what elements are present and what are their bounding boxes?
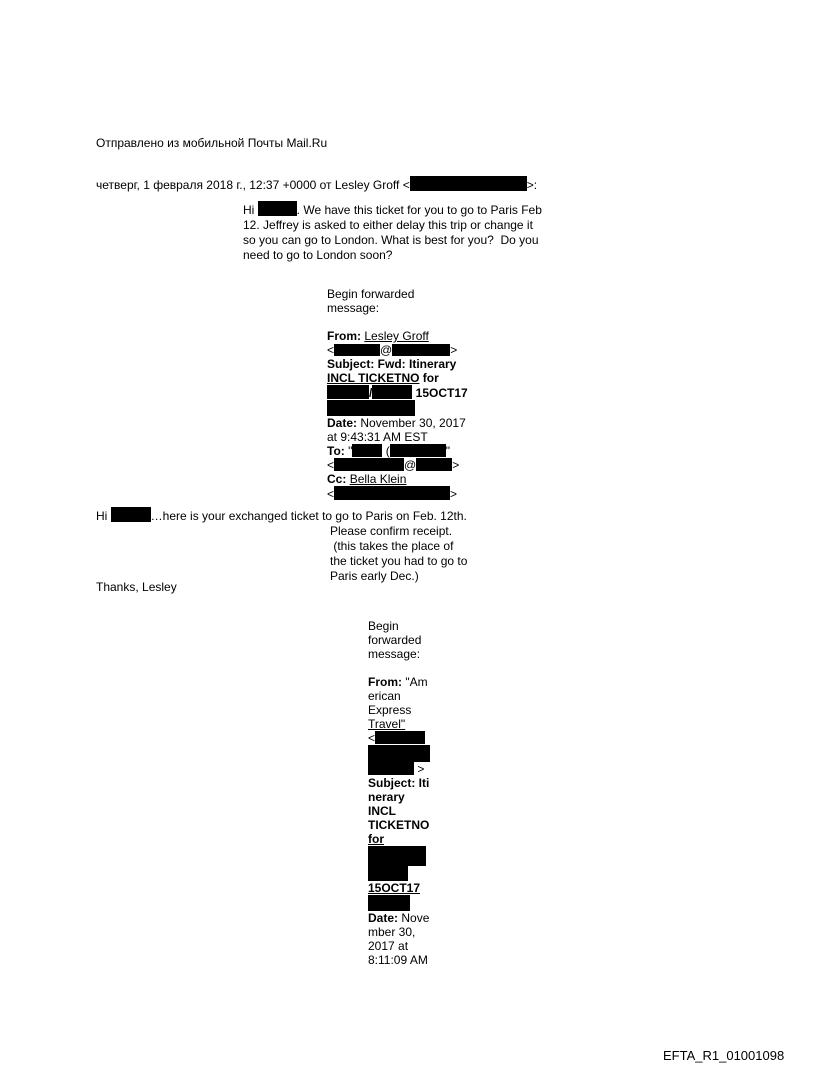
- text-line: [327, 287, 468, 301]
- text-segment: <: [327, 343, 335, 357]
- text-line: [330, 524, 467, 539]
- forwarded-message-1-headers: [327, 287, 468, 501]
- text-line: [368, 818, 430, 832]
- text-segment: Begin: [368, 619, 399, 633]
- text-line: [368, 911, 430, 925]
- text-segment: @: [380, 343, 393, 357]
- redaction-bar: [258, 201, 297, 216]
- text-segment: message:: [327, 301, 380, 315]
- redaction-bar: [392, 344, 450, 356]
- text-line: [243, 201, 542, 218]
- text-segment: To:: [327, 444, 349, 458]
- text-line: [368, 731, 430, 745]
- text-segment: "Am: [402, 675, 428, 689]
- text-line: [327, 329, 468, 343]
- redaction-bar: [327, 385, 369, 399]
- text-segment: November 30, 2017: [357, 416, 466, 430]
- text-line: [368, 790, 430, 804]
- redaction-bar: [410, 176, 527, 191]
- text-segment: …here is your exchanged ticket to go to Paris on Feb. 12th.: [150, 509, 467, 523]
- text-segment: so you can go to London. What is best for you? Do you: [243, 233, 539, 247]
- reply-header-line: [96, 176, 537, 192]
- text-line: [327, 472, 468, 486]
- redaction-bar: [368, 745, 430, 762]
- text-segment: <: [327, 458, 335, 472]
- text-segment: From:: [327, 329, 361, 343]
- text-segment: Subject: Iti: [368, 776, 430, 790]
- text-segment: Travel": [368, 717, 406, 731]
- redaction-bar: [368, 895, 410, 911]
- text-segment: INCL TICKETNO: [327, 371, 420, 385]
- text-segment: for: [368, 832, 384, 846]
- text-segment: Bella Klein: [349, 472, 407, 486]
- forwarded-message-2-headers: [368, 619, 430, 967]
- text-segment: >: [450, 343, 458, 357]
- text-line: [368, 776, 430, 790]
- text-line: [327, 416, 468, 430]
- text-line: [243, 218, 542, 233]
- text-line: [243, 233, 542, 248]
- redaction-bar: [334, 458, 404, 471]
- text-line: [368, 675, 430, 689]
- redaction-bar: [390, 444, 446, 457]
- text-segment: Hi: [243, 203, 258, 217]
- text-segment: ": [348, 444, 353, 458]
- text-segment: (this takes the place of: [330, 539, 454, 553]
- text-line: [327, 343, 468, 357]
- text-segment: at 9:43:31 AM EST: [327, 430, 428, 444]
- text-segment: INCL: [368, 804, 396, 818]
- text-line: [368, 762, 430, 776]
- text-line: [327, 315, 468, 329]
- text-line: [96, 176, 537, 192]
- text-line: [327, 357, 468, 371]
- text-line: [330, 569, 467, 584]
- text-line: [368, 717, 430, 731]
- text-line: [243, 248, 542, 263]
- text-segment: for: [419, 371, 439, 385]
- text-line: [368, 689, 430, 703]
- bates-number: EFTA_R1_01001098: [663, 1048, 785, 1063]
- text-line: [330, 554, 467, 569]
- redaction-bar: [368, 846, 426, 866]
- text-segment: 15OCT17: [412, 386, 468, 400]
- text-segment: Cc:: [327, 472, 347, 486]
- message-body-paragraph: [243, 201, 542, 263]
- text-line: [368, 703, 430, 717]
- redaction-bar: [372, 385, 412, 399]
- text-segment: erican: [368, 689, 401, 703]
- text-line: [368, 953, 430, 967]
- text-segment: forwarded: [368, 633, 422, 647]
- text-line: [368, 832, 430, 846]
- text-line: [327, 301, 468, 315]
- text-segment: >: [450, 487, 458, 501]
- redaction-bar: [111, 507, 151, 522]
- redaction-bar: [334, 344, 380, 356]
- text-segment: mber 30,: [368, 925, 416, 939]
- text-line: [327, 385, 468, 400]
- text-segment: 15OCT17: [368, 881, 421, 895]
- text-segment: >:: [526, 178, 538, 192]
- text-line: [327, 371, 468, 385]
- text-line: [368, 661, 430, 675]
- text-segment: Subject: Fwd: Itinerary: [327, 357, 457, 371]
- text-segment: need to go to London soon?: [243, 248, 393, 262]
- text-segment: Begin forwarded: [327, 287, 415, 301]
- text-segment: Date:: [327, 416, 358, 430]
- mobile-mail-signature: Отправлено из мобильной Почты Mail.Ru: [96, 136, 328, 150]
- text-segment: TICKETNO: [368, 818, 430, 832]
- signature-line: Thanks, Lesley: [96, 580, 177, 594]
- text-segment: четверг, 1 февраля 2018 г., 12:37 +0000 от Lesley Groff <: [96, 178, 410, 192]
- text-line: [368, 745, 430, 762]
- text-line: [368, 804, 430, 818]
- redaction-bar: [368, 762, 414, 775]
- text-segment: Nove: [398, 911, 430, 925]
- text-segment: nerary: [368, 790, 405, 804]
- text-segment: <: [327, 487, 335, 501]
- text-line: [368, 881, 430, 895]
- text-line: [327, 400, 468, 416]
- redaction-bar: [416, 458, 452, 471]
- text-segment: . We have this ticket for you to go to Paris Feb: [296, 203, 542, 217]
- text-segment: (: [382, 444, 390, 458]
- text-segment: From:: [368, 675, 402, 689]
- text-line: [368, 846, 430, 866]
- text-line: [327, 486, 468, 501]
- text-line: [330, 539, 467, 554]
- redaction-bar: [334, 486, 450, 500]
- text-segment: >: [452, 458, 460, 472]
- text-line: [327, 430, 468, 444]
- text-segment: @: [404, 458, 417, 472]
- text-line: [368, 866, 430, 881]
- text-line: [368, 895, 430, 911]
- message-2-intro-line: [96, 507, 467, 523]
- text-segment: /: [369, 386, 373, 400]
- text-line: [368, 647, 430, 661]
- text-segment: Please confirm receipt.: [330, 524, 453, 538]
- text-segment: Date:: [368, 911, 399, 925]
- text-segment: Lesley Groff: [364, 329, 429, 343]
- text-line: [96, 507, 467, 523]
- text-line: [368, 619, 430, 633]
- text-segment: <: [368, 731, 376, 745]
- text-line: [368, 939, 430, 953]
- redaction-bar: [368, 866, 408, 881]
- text-segment: 2017 at: [368, 939, 409, 953]
- text-segment: message:: [368, 647, 421, 661]
- text-segment: Express: [368, 703, 412, 717]
- text-segment: 8:11:09 AM: [368, 953, 428, 967]
- text-line: [327, 458, 468, 472]
- redaction-bar: [375, 731, 425, 744]
- message-2-continuation: [330, 524, 467, 584]
- text-segment: >: [414, 762, 425, 776]
- redaction-bar: [327, 400, 415, 416]
- text-segment: Hi: [96, 509, 111, 523]
- text-segment: 12. Jeffrey is asked to either delay this trip or change it: [243, 218, 533, 232]
- text-segment: ": [445, 444, 450, 458]
- text-line: [368, 633, 430, 647]
- redaction-bar: [352, 444, 382, 457]
- text-segment: the ticket you had to go to: [330, 554, 468, 568]
- text-line: [327, 444, 468, 458]
- text-line: [368, 925, 430, 939]
- text-segment: Paris early Dec.): [330, 569, 419, 583]
